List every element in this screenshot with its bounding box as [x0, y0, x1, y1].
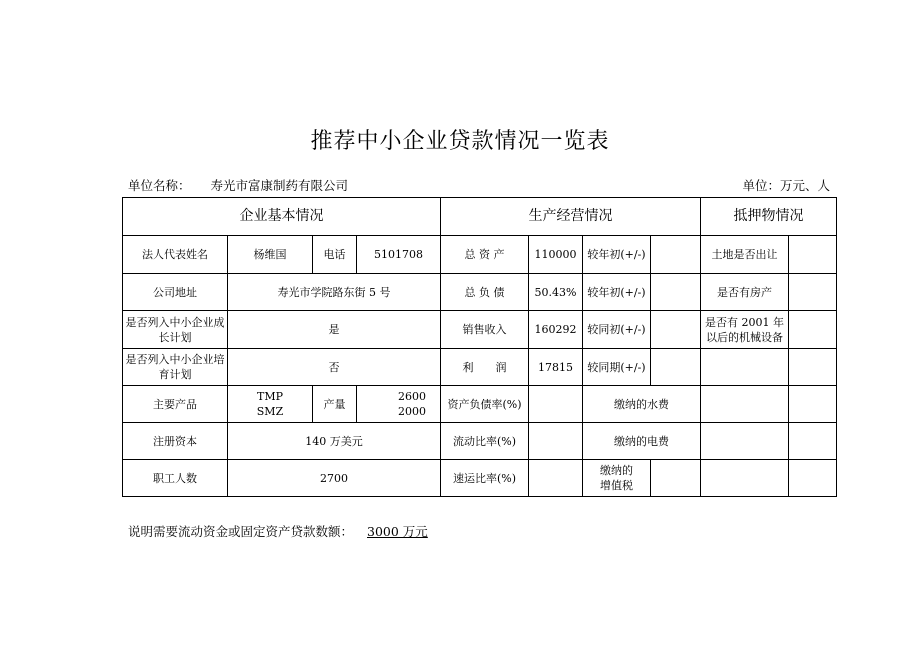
product-1: TMP: [256, 390, 283, 403]
debt-ratio-value: [529, 386, 583, 423]
section-basic: 企业基本情况: [123, 198, 441, 236]
page-title: 推荐中小企业贷款情况一览表: [310, 129, 610, 154]
quick-ratio-value: [529, 460, 583, 497]
capital-value: 140 万美元: [228, 423, 441, 460]
total-liabilities-change-value: [651, 274, 701, 311]
loan-table: [122, 197, 837, 497]
debt-ratio-label: 资产负债率(%): [441, 386, 529, 423]
section-operations: 生产经营情况: [441, 198, 701, 236]
profit-label: 利 润: [441, 349, 529, 386]
unit-name-label: 单位名称：: [128, 178, 191, 193]
land-transfer-value: [789, 236, 837, 274]
growth-plan-value: 是: [228, 311, 441, 349]
machinery-value: [789, 311, 837, 349]
cultivation-plan-value: 否: [228, 349, 441, 386]
output-1: 2600: [398, 390, 426, 403]
address-label: 公司地址: [123, 274, 228, 311]
total-liabilities-change-label: 较年初(+/-): [583, 274, 651, 311]
collateral-empty-5a: [701, 386, 789, 423]
sales-value: 160292: [529, 311, 583, 349]
sales-change-label: 较同初(+/-): [583, 311, 651, 349]
output-value: [357, 386, 441, 423]
footnote-label: 说明需要流动资金或固定资产贷款数额：: [128, 524, 354, 539]
current-ratio-label: 流动比率(%): [441, 423, 529, 460]
legal-rep-label: 法人代表姓名: [123, 236, 228, 274]
output-label: 产量: [313, 386, 357, 423]
has-property-value: [789, 274, 837, 311]
collateral-empty-6a: [701, 423, 789, 460]
collateral-empty-6b: [789, 423, 837, 460]
total-assets-change-value: [651, 236, 701, 274]
water-fee-label: 缴纳的水费: [583, 386, 701, 423]
machinery-label: 是否有 2001 年以后的机械设备: [701, 311, 789, 349]
output-2: 2000: [398, 405, 426, 418]
has-property-label: 是否有房产: [701, 274, 789, 311]
loan-amount: 3000 万元: [367, 524, 428, 539]
profit-change-label: 较同期(+/-): [583, 349, 651, 386]
staff-label: 职工人数: [123, 460, 228, 497]
cultivation-plan-label: 是否列入中小企业培育计划: [123, 349, 228, 386]
collateral-empty-4a: [701, 349, 789, 386]
current-ratio-value: [529, 423, 583, 460]
main-products-label: 主要产品: [123, 386, 228, 423]
footnote: [128, 522, 428, 540]
total-liabilities-label: 总 负 债: [441, 274, 529, 311]
total-assets-change-label: 较年初(+/-): [583, 236, 651, 274]
vat-value: [651, 460, 701, 497]
phone-label: 电话: [313, 236, 357, 274]
sales-change-value: [651, 311, 701, 349]
profit-value: 17815: [529, 349, 583, 386]
product-2: SMZ: [256, 405, 284, 418]
address-value: 寿光市学院路东街 5 号: [228, 274, 441, 311]
sales-label: 销售收入: [441, 311, 529, 349]
unit-name-value: 寿光市富康制药有限公司: [210, 178, 349, 193]
legal-rep-value: 杨维国: [228, 236, 313, 274]
total-liabilities-value: 50.43%: [529, 274, 583, 311]
land-transfer-label: 土地是否出让: [701, 236, 789, 274]
total-assets-label: 总 资 产: [441, 236, 529, 274]
staff-value: 2700: [228, 460, 441, 497]
profit-change-value: [651, 349, 701, 386]
section-collateral: 抵押物情况: [701, 198, 837, 236]
quick-ratio-label: 速运比率(%): [441, 460, 529, 497]
growth-plan-label: 是否列入中小企业成长计划: [123, 311, 228, 349]
unit-name-row: [128, 176, 348, 194]
total-assets-value: 110000: [529, 236, 583, 274]
phone-value: 5101708: [357, 236, 441, 274]
collateral-empty-7b: [789, 460, 837, 497]
collateral-empty-5b: [789, 386, 837, 423]
main-products-value: [228, 386, 313, 423]
collateral-empty-4b: [789, 349, 837, 386]
capital-label: 注册资本: [123, 423, 228, 460]
electricity-fee-label: 缴纳的电费: [583, 423, 701, 460]
unit-label: 单位：万元、人: [742, 178, 830, 193]
vat-label: 缴纳的增值税: [583, 460, 651, 497]
collateral-empty-7a: [701, 460, 789, 497]
